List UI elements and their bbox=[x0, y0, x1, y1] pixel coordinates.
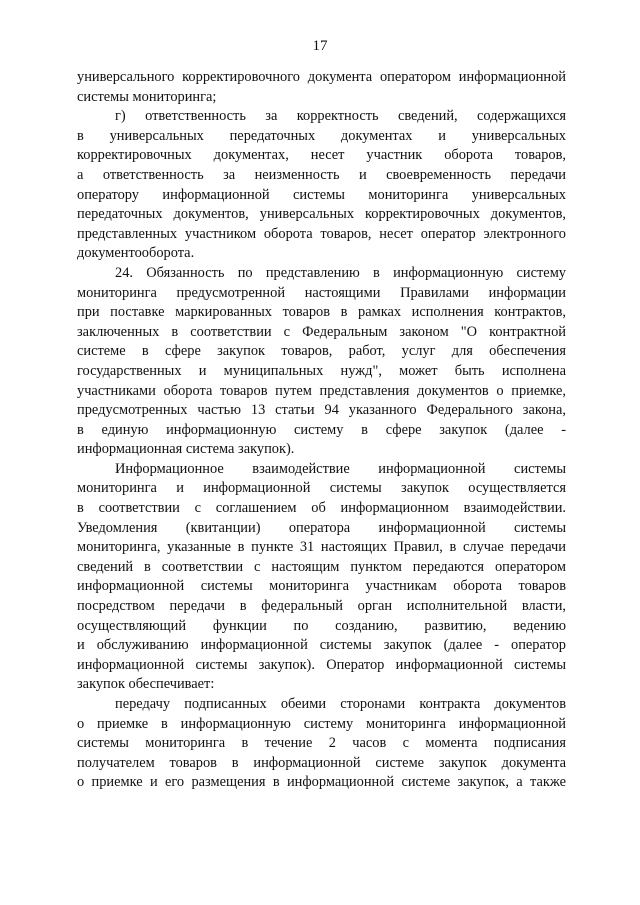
text-line: в единую информационную систему в сфере закупок (далее - bbox=[77, 421, 566, 438]
text-line: корректировочных документах, несет участник оборота товаров, bbox=[77, 147, 566, 164]
text-line: закупок обеспечивает: bbox=[77, 676, 215, 693]
text-line: посредством передачи в федеральный орган исполнительной власти, bbox=[77, 598, 566, 615]
page-number: 17 bbox=[312, 38, 328, 54]
text-line: о приемке в информационную систему мониторинга информационной bbox=[77, 715, 566, 732]
text-line: заключенных в соответствии с Федеральным законом "О контрактной bbox=[77, 323, 566, 340]
text-line: системе в сфере закупок товаров, работ, услуг для обеспечения bbox=[77, 343, 566, 360]
body-text bbox=[77, 68, 566, 793]
text-line: системы мониторинга в течение 2 часов с момента подписания bbox=[77, 735, 566, 752]
text-line: оператору информационной системы мониторинга универсальных bbox=[77, 186, 566, 203]
text-line: государственных и муниципальных нужд", может быть исполнена bbox=[77, 362, 566, 379]
text-line: участниками оборота товаров путем представления документов о приемке, bbox=[77, 382, 566, 399]
text-line: информационной системы мониторинга участникам оборота товаров bbox=[77, 578, 566, 595]
text-line: 24. Обязанность по представлению в информационную систему bbox=[115, 264, 566, 281]
text-line: осуществляющий функции по созданию, развитию, ведению bbox=[77, 617, 566, 634]
text-line: мониторинга, указанные в пункте 31 настоящих Правил, в случае передачи bbox=[77, 539, 566, 556]
text-line: информационной системы закупок). Оператор информационной системы bbox=[77, 656, 566, 673]
text-line: мониторинга и информационной системы закупок осуществляется bbox=[77, 480, 566, 497]
text-line: о приемке и его размещения в информационной системе закупок, а также bbox=[77, 774, 566, 791]
text-line: системы мониторинга; bbox=[77, 88, 217, 105]
text-line: представленных участником оборота товаров, несет оператор электронного bbox=[77, 225, 566, 242]
text-line: предусмотренных частью 13 статьи 94 указанного Федерального закона, bbox=[77, 402, 566, 419]
text-line: при поставке маркированных товаров в рамках исполнения контрактов, bbox=[77, 304, 566, 321]
text-line: универсального корректировочного документа оператором информационной bbox=[77, 69, 566, 85]
text-line: документооборота. bbox=[77, 245, 195, 262]
text-line: а ответственность за неизменность и своевременность передачи bbox=[77, 166, 566, 183]
text-line: сведений в соответствии с настоящим пунктом передаются оператором bbox=[77, 558, 566, 575]
text-line: в соответствии с соглашением об информационном взаимодействии. bbox=[77, 500, 566, 517]
text-line: информационная система закупок). bbox=[77, 441, 295, 458]
text-line: получателем товаров в информационной системе закупок документа bbox=[77, 754, 566, 771]
text-line: мониторинга предусмотренной настоящими Правилами информации bbox=[77, 284, 566, 301]
text-line: и обслуживанию информационной системы закупок (далее - оператор bbox=[77, 637, 566, 654]
text-line: передаточных документов, универсальных корректировочных документов, bbox=[77, 206, 566, 223]
text-line: г) ответственность за корректность сведений, содержащихся bbox=[115, 108, 566, 125]
text-line: Уведомления (квитанции) оператора информационной системы bbox=[77, 519, 566, 536]
text-line: в универсальных передаточных документах и универсальных bbox=[77, 127, 566, 144]
text-line: Информационное взаимодействие информационной системы bbox=[115, 460, 566, 477]
text-line: передачу подписанных обеими сторонами контракта документов bbox=[115, 696, 566, 712]
